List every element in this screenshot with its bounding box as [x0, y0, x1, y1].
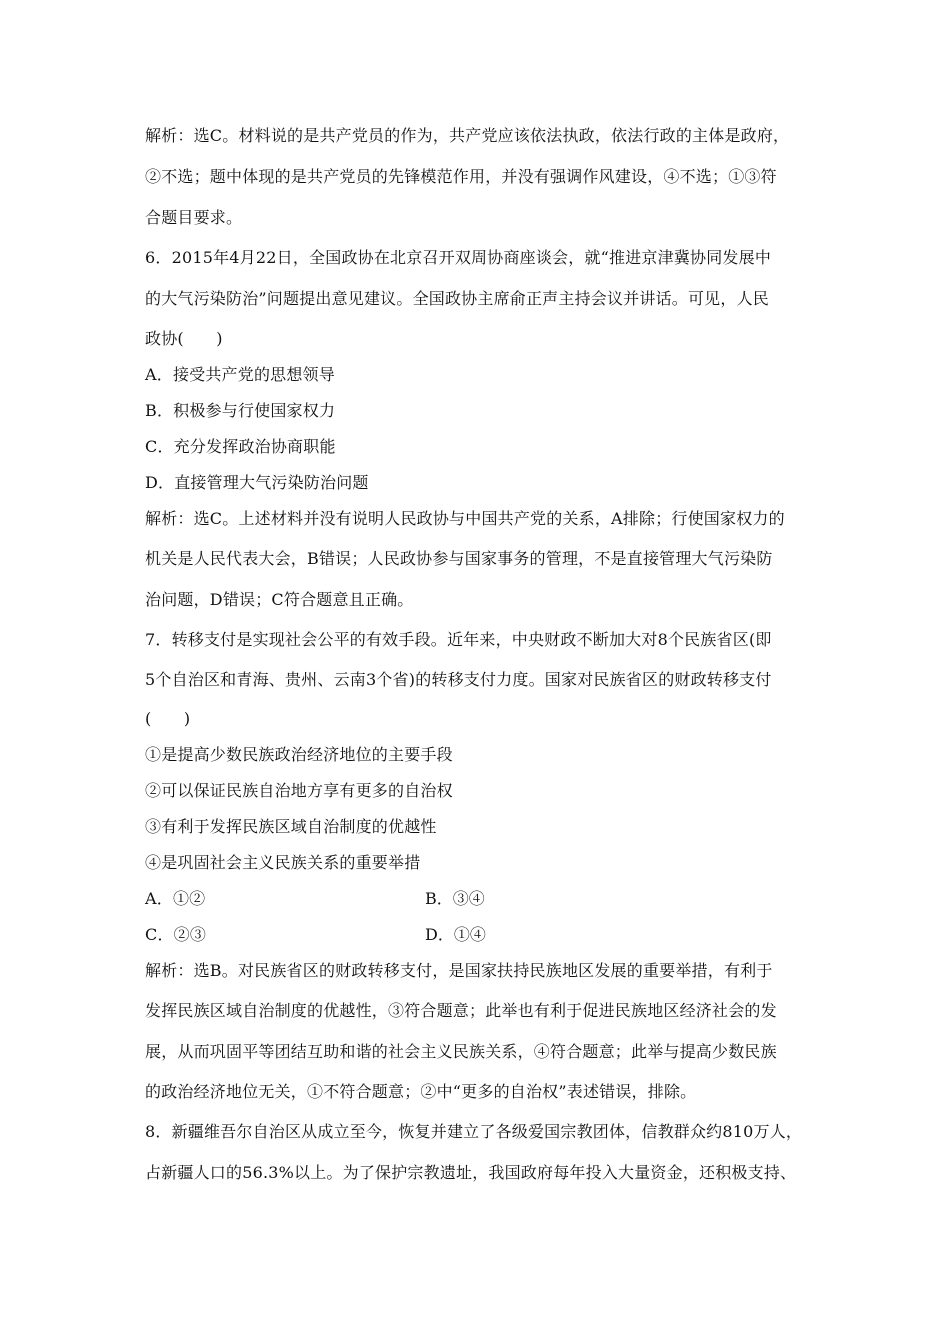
analysis-7-line-1: 解析：选B。对民族省区的财政转移支付，是国家扶持民族地区发展的重要举措，有利于: [145, 961, 773, 980]
q6-option-a: A．接受共产党的思想领导: [145, 365, 335, 384]
question-6-line-3: 政协( ): [145, 329, 223, 348]
question-8-line-1: 8．新疆维吾尔自治区从成立至今，恢复并建立了各级爱国宗教团体，信教群众约810万人，: [145, 1122, 803, 1141]
question-7-line-2: 5个自治区和青海、贵州、云南3个省)的转移支付力度。国家对民族省区的财政转移支付: [145, 670, 772, 689]
q7-option-c: C．②③: [145, 925, 207, 944]
q7-option-b: B．③④: [425, 889, 485, 908]
analysis-7-line-3: 展，从而巩固平等团结互助和谐的社会主义民族关系，④符合题意；此举与提高少数民族: [145, 1042, 777, 1061]
q7-item-3: ③有利于发挥民族区域自治制度的优越性: [145, 817, 437, 836]
analysis-6-line-1: 解析：选C。上述材料并没有说明人民政协与中国共产党的关系，A排除；行使国家权力的: [145, 509, 785, 528]
q7-option-a: A．①②: [145, 889, 206, 908]
q7-item-2: ②可以保证民族自治地方享有更多的自治权: [145, 781, 453, 800]
question-8-line-2: 占新疆人口的56.3%以上。为了保护宗教遗址，我国政府每年投入大量资金，还积极支持、: [145, 1163, 797, 1182]
analysis-5-line-2: ②不选；题中体现的是共产党员的先锋模范作用，并没有强调作风建设，④不选；①③符: [145, 167, 777, 186]
question-7-line-3: ( ): [145, 709, 191, 728]
analysis-7-line-2: 发挥民族区域自治制度的优越性，③符合题意；此举也有利于促进民族地区经济社会的发: [145, 1001, 777, 1020]
q6-option-b: B．积极参与行使国家权力: [145, 401, 336, 420]
analysis-5-line-1: 解析：选C。材料说的是共产党员的作为，共产党应该依法执政，依法行政的主体是政府，: [145, 126, 790, 145]
q6-option-d: D．直接管理大气污染防治问题: [145, 473, 369, 492]
analysis-6-line-3: 治问题，D错误；C符合题意且正确。: [145, 590, 414, 609]
q7-option-d: D．①④: [425, 925, 486, 944]
question-6-line-2: 的大气污染防治”问题提出意见建议。全国政协主席俞正声主持会议并讲话。可见，人民: [145, 289, 769, 308]
q7-item-1: ①是提高少数民族政治经济地位的主要手段: [145, 745, 453, 764]
analysis-7-line-4: 的政治经济地位无关，①不符合题意；②中“更多的自治权”表述错误，排除。: [145, 1082, 697, 1101]
analysis-6-line-2: 机关是人民代表大会，B错误；人民政协参与国家事务的管理，不是直接管理大气污染防: [145, 549, 773, 568]
q6-option-c: C．充分发挥政治协商职能: [145, 437, 336, 456]
question-7-line-1: 7．转移支付是实现社会公平的有效手段。近年来，中央财政不断加大对8个民族省区(即: [145, 630, 772, 649]
q7-item-4: ④是巩固社会主义民族关系的重要举措: [145, 853, 421, 872]
question-6-line-1: 6．2015年4月22日，全国政协在北京召开双周协商座谈会，就“推进京津冀协同发展中: [145, 248, 772, 267]
analysis-5-line-3: 合题目要求。: [145, 208, 243, 227]
